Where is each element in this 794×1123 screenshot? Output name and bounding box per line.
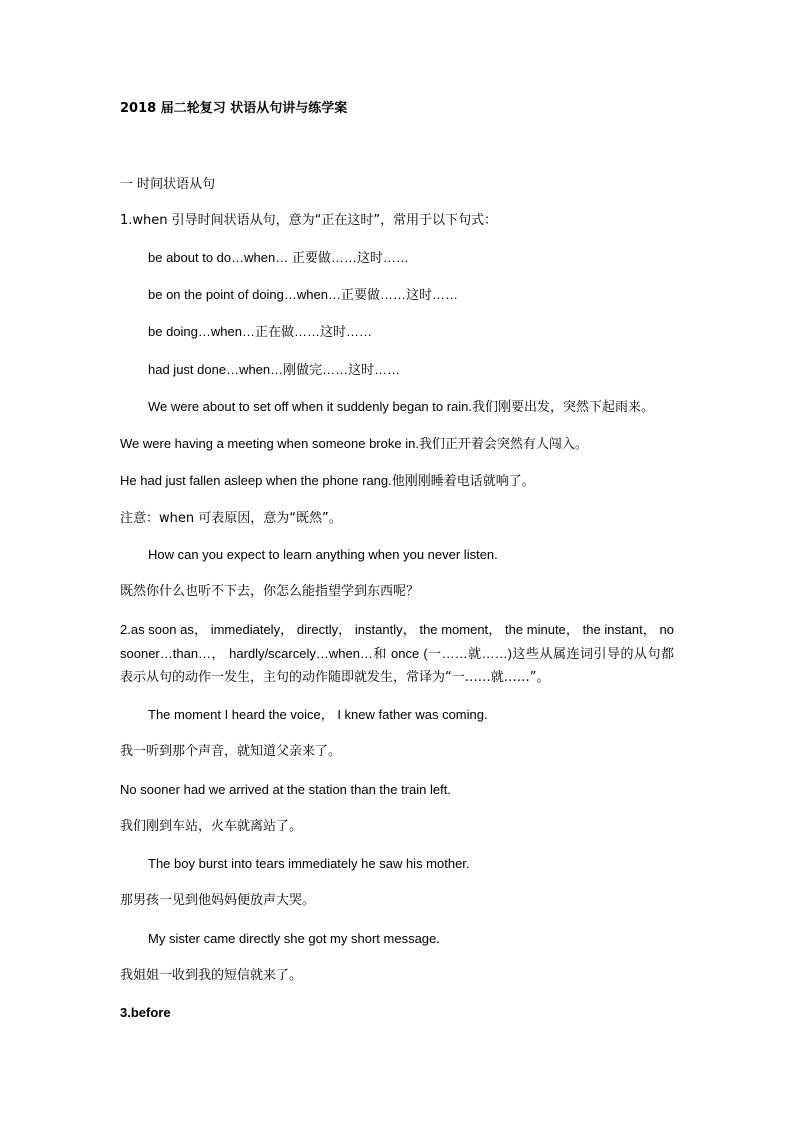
conjunction-list-line: sooner…than…， hardly/scarcely…when…和 once (一……就……)这些从属连词引导的从句都 [120,646,674,661]
example-chinese: 我一听到那个声音，就知道父亲来了。 [120,744,342,759]
note-line: 注意：when 可表原因，意为“既然”。 [120,511,342,526]
before-heading: 3.before [120,1005,171,1020]
pattern-line: be doing…when…正在做……这时…… [148,324,372,339]
pattern-line: had just done…when…刚做完……这时…… [148,362,401,377]
document-title: 2018 届二轮复习 状语从句讲与练学案 [120,101,348,116]
note-example-english: How can you expect to learn anything when you never listen. [148,547,498,562]
example-chinese: 我姐姐一收到我的短信就来了。 [120,968,303,983]
example-sentence: We were having a meeting when someone broke in.我们正开着会突然有人闯入。 [120,436,588,451]
when-heading: 1.when 引导时间状语从句，意为“正在这时”，常用于以下句式： [120,213,498,228]
example-english: My sister came directly she got my short message. [148,931,440,946]
example-chinese: 那男孩一见到他妈妈便放声大哭。 [120,893,316,908]
example-english: No sooner had we arrived at the station than the train left. [120,782,451,797]
pattern-line: be on the point of doing…when…正要做……这时…… [148,287,458,302]
section-heading-time-clause: 一 时间状语从句 [120,177,216,192]
example-sentence: He had just fallen asleep when the phone rang.他刚刚睡着电话就响了。 [120,473,535,488]
note-example-chinese: 既然你什么也听不下去，你怎么能指望学到东西呢？ [120,584,420,599]
example-english: The moment I heard the voice， I knew father was coming. [148,707,488,722]
conjunction-explanation: 表示从句的动作一发生，主句的动作随即就发生，常译为“一……就……”。 [120,670,550,685]
example-sentence: We were about to set off when it suddenly began to rain.我们刚要出发，突然下起雨来。 [148,399,655,414]
example-english: The boy burst into tears immediately he saw his mother. [148,856,470,871]
example-chinese: 我们刚到车站，火车就离站了。 [120,819,303,834]
pattern-line: be about to do…when… 正要做……这时…… [148,250,409,265]
conjunction-list-line: 2.as soon as， immediately， directly， instantly， the moment， the minute， the instant， no [120,622,674,637]
